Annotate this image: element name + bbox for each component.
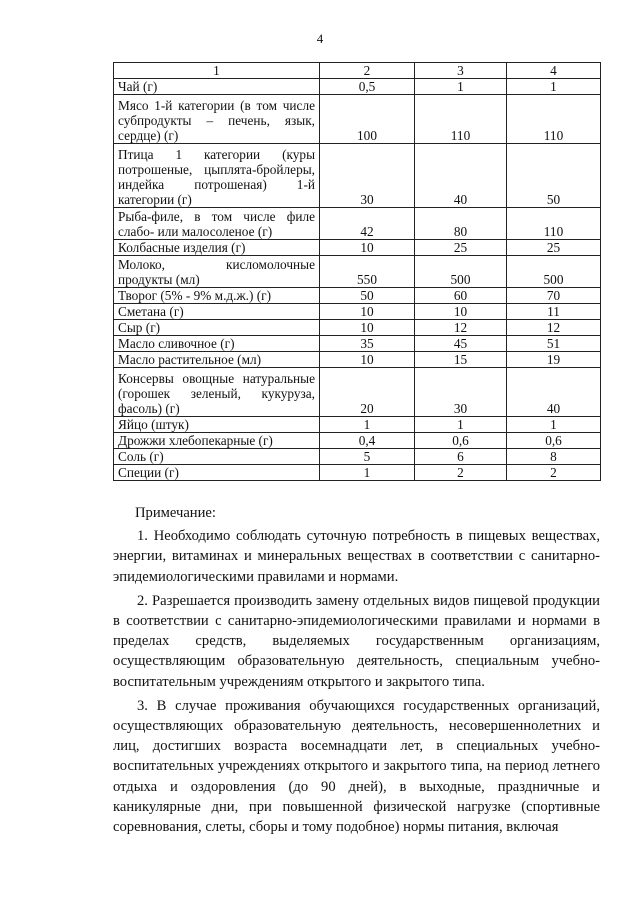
- table-row: [114, 417, 601, 433]
- value-cell: 1: [320, 465, 415, 481]
- value-cell: 10: [320, 240, 415, 256]
- value-cell: 20: [320, 368, 415, 417]
- value-cell: 100: [320, 95, 415, 144]
- value-cell: 0,6: [415, 433, 507, 449]
- table-row: [114, 240, 601, 256]
- table-row: [114, 352, 601, 368]
- table-row: [114, 320, 601, 336]
- product-name: Творог (5% - 9% м.д.ж.) (г): [114, 288, 320, 304]
- value-cell: 10: [415, 304, 507, 320]
- product-name: Птица 1 категории (куры потрошеные, цыплята-бройлеры, индейка потрошеная) 1-й категории (г): [114, 144, 320, 208]
- table-row: [114, 449, 601, 465]
- value-cell: 1: [507, 417, 601, 433]
- value-cell: 40: [507, 368, 601, 417]
- product-name: Консервы овощные натуральные (горошек зеленый, кукуруза, фасоль) (г): [114, 368, 320, 417]
- table-row: [114, 433, 601, 449]
- value-cell: 1: [415, 79, 507, 95]
- product-name: Молоко, кисломолочные продукты (мл): [114, 256, 320, 288]
- product-name: Специи (г): [114, 465, 320, 481]
- value-cell: 45: [415, 336, 507, 352]
- value-cell: 500: [507, 256, 601, 288]
- value-cell: 40: [415, 144, 507, 208]
- value-cell: 6: [415, 449, 507, 465]
- product-name: Чай (г): [114, 79, 320, 95]
- value-cell: 25: [507, 240, 601, 256]
- table-row: [114, 95, 601, 144]
- value-cell: 10: [320, 320, 415, 336]
- product-name: Масло растительное (мл): [114, 352, 320, 368]
- value-cell: 35: [320, 336, 415, 352]
- table-row: [114, 208, 601, 240]
- value-cell: 0,4: [320, 433, 415, 449]
- value-cell: 2: [415, 465, 507, 481]
- value-cell: 1: [320, 417, 415, 433]
- value-cell: 12: [415, 320, 507, 336]
- value-cell: 70: [507, 288, 601, 304]
- notes-section: [113, 503, 600, 837]
- product-name: Сметана (г): [114, 304, 320, 320]
- table-row: [114, 368, 601, 417]
- note-paragraph: 3. В случае проживания обучающихся государственных организаций, осуществляющих образовательную деятельность, несовершеннолетних и лиц, достигших возраста восемнадцати лет, в специальных учебно-воспитательных учреждениях открытого и закрытого типа, на период летнего отдыха и оздоровления (до 90 дней), в выходные, праздничные и каникулярные дни, при повышенной физической нагрузке (спортивные соревнования, слеты, сборы и тому подобное) нормы питания, включая: [113, 697, 600, 836]
- product-name: Яйцо (штук): [114, 417, 320, 433]
- product-name: Соль (г): [114, 449, 320, 465]
- value-cell: 8: [507, 449, 601, 465]
- table-row: [114, 304, 601, 320]
- value-cell: 15: [415, 352, 507, 368]
- value-cell: 11: [507, 304, 601, 320]
- value-cell: 50: [320, 288, 415, 304]
- value-cell: 0,5: [320, 79, 415, 95]
- table-row: [114, 144, 601, 208]
- table-header-row: [114, 63, 601, 79]
- value-cell: 0,6: [507, 433, 601, 449]
- value-cell: 42: [320, 208, 415, 240]
- table-row: [114, 465, 601, 481]
- value-cell: 80: [415, 208, 507, 240]
- product-name: Колбасные изделия (г): [114, 240, 320, 256]
- value-cell: 10: [320, 304, 415, 320]
- note-paragraph: 1. Необходимо соблюдать суточную потребность в пищевых веществах, энергии, витаминах и минеральных веществах в соответствии с санитарно-эпидемиологическими правилами и нормами.: [113, 528, 600, 585]
- value-cell: 30: [320, 144, 415, 208]
- value-cell: 12: [507, 320, 601, 336]
- food-norms-table: [113, 62, 601, 481]
- value-cell: 51: [507, 336, 601, 352]
- value-cell: 25: [415, 240, 507, 256]
- value-cell: 2: [507, 465, 601, 481]
- product-name: Дрожжи хлебопекарные (г): [114, 433, 320, 449]
- product-name: Сыр (г): [114, 320, 320, 336]
- value-cell: 10: [320, 352, 415, 368]
- product-name: Масло сливочное (г): [114, 336, 320, 352]
- table-row: [114, 79, 601, 95]
- value-cell: 550: [320, 256, 415, 288]
- value-cell: 500: [415, 256, 507, 288]
- header-cell: 4: [507, 63, 601, 79]
- table-row: [114, 288, 601, 304]
- notes-title: Примечание:: [135, 505, 216, 521]
- value-cell: 110: [415, 95, 507, 144]
- value-cell: 50: [507, 144, 601, 208]
- table-row: [114, 256, 601, 288]
- value-cell: 60: [415, 288, 507, 304]
- page-number: 4: [316, 31, 324, 46]
- header-cell: 1: [114, 63, 320, 79]
- product-name: Рыба-филе, в том числе филе слабо- или малосоленое (г): [114, 208, 320, 240]
- value-cell: 1: [507, 79, 601, 95]
- value-cell: 110: [507, 208, 601, 240]
- table-row: [114, 336, 601, 352]
- value-cell: 19: [507, 352, 601, 368]
- value-cell: 5: [320, 449, 415, 465]
- value-cell: 1: [415, 417, 507, 433]
- header-cell: 2: [320, 63, 415, 79]
- header-cell: 3: [415, 63, 507, 79]
- product-name: Мясо 1-й категории (в том числе субпродукты – печень, язык, сердце) (г): [114, 95, 320, 144]
- value-cell: 30: [415, 368, 507, 417]
- note-paragraph: 2. Разрешается производить замену отдельных видов пищевой продукции в соответствии с санитарно-эпидемиологическими правилами и нормами в пределах средств, выделяемых государственным организациям, осуществляющим образовательную деятельность, специальным учебно-воспитательным учреждениям открытого и закрытого типа.: [113, 592, 600, 690]
- value-cell: 110: [507, 95, 601, 144]
